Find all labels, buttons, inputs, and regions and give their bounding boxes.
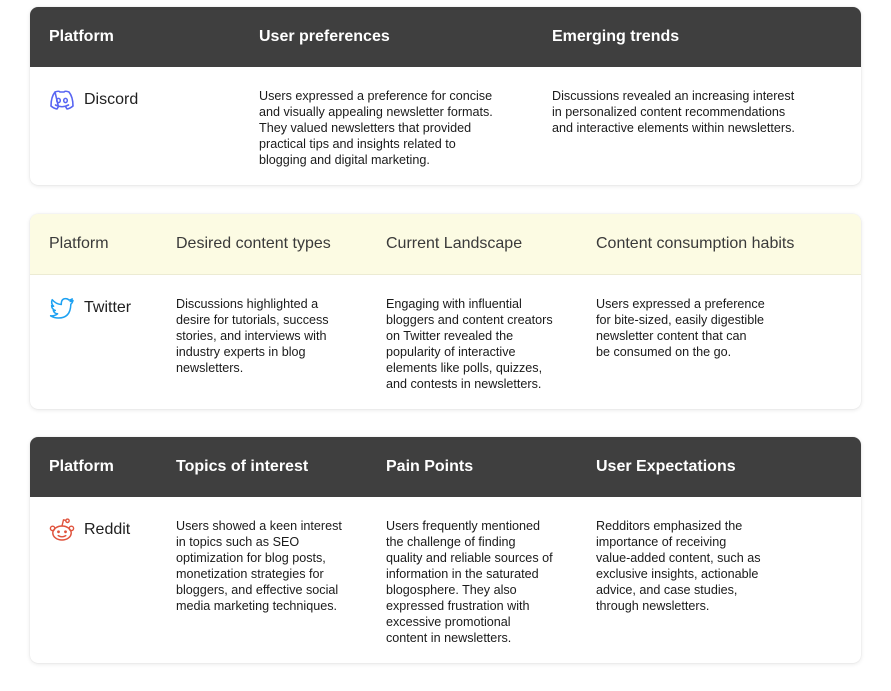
desired-content-types-text: Discussions highlighted a desire for tutorials, success stories, and interviews with industry experts in blog newsletters. [176, 297, 329, 375]
user-preferences-text: Users expressed a preference for concise and visually appealing newsletter formats. They valued newsletters that provided practical tips and insights related to blogging and digital marketing. [259, 89, 493, 167]
table-header [30, 7, 861, 67]
platform-cell [49, 89, 138, 111]
reddit-table [30, 437, 861, 663]
header-platform: Platform [49, 458, 114, 475]
header-content-consumption-habits: Content consumption habits [596, 235, 795, 252]
pain-points-text: Users frequently mentioned the challenge of finding quality and reliable sources of information in the saturated blogosphere. They also expressed frustration with excessive promotional content in newsletters. [386, 519, 553, 645]
header-user-preferences: User preferences [259, 28, 390, 45]
platform-name: Reddit [84, 521, 131, 538]
header-emerging-trends: Emerging trends [552, 28, 680, 45]
discord-icon [49, 89, 75, 111]
discord-table [30, 7, 861, 185]
topics-of-interest-text: Users showed a keen interest in topics such as SEO optimization for blog posts, monetization strategies for bloggers, and effective social media marketing techniques. [176, 519, 342, 613]
table-header [30, 437, 861, 497]
current-landscape-text: Engaging with influential bloggers and content creators on Twitter revealed the popularity of interactive elements like polls, quizzes, and contests in newsletters. [386, 297, 553, 391]
header-current-landscape: Current Landscape [386, 235, 523, 252]
platform-cell [49, 518, 130, 542]
platform-cell [49, 297, 131, 319]
twitter-table [30, 214, 861, 409]
emerging-trends-text: Discussions revealed an increasing interest in personalized content recommendations and interactive elements within newsletters. [552, 89, 795, 135]
platform-name: Twitter [84, 299, 132, 316]
content-consumption-habits-text: Users expressed a preference for bite-sized, easily digestible newsletter content that can be consumed on the go. [596, 297, 765, 359]
table-header [30, 214, 861, 275]
header-user-expectations: User Expectations [596, 458, 736, 475]
user-expectations-text: Redditors emphasized the importance of receiving value-added content, such as exclusive insights, actionable advice, and case studies, through newsletters. [596, 519, 761, 613]
header-topics-of-interest: Topics of interest [176, 458, 309, 475]
header-platform: Platform [49, 235, 109, 252]
header-platform: Platform [49, 28, 114, 45]
reddit-icon [49, 518, 75, 542]
twitter-bird-icon [49, 297, 75, 319]
header-pain-points: Pain Points [386, 458, 474, 475]
header-desired-content-types: Desired content types [176, 235, 331, 252]
platform-name: Discord [84, 91, 139, 108]
